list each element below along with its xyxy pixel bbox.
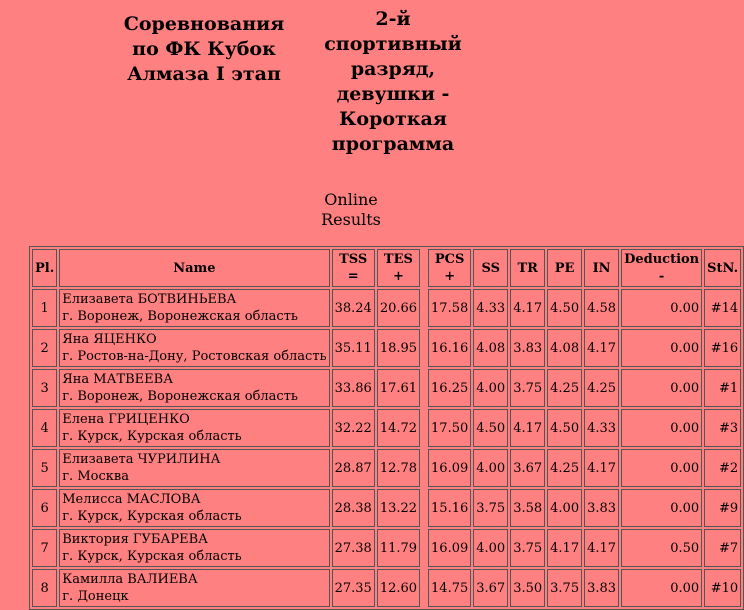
table-row <box>32 449 741 487</box>
cell-ss: 4.00 <box>473 449 508 487</box>
cell-name <box>59 569 329 607</box>
cell-pcs: 16.09 <box>428 449 471 487</box>
col-header-pl: Pl. <box>32 249 57 287</box>
event-title-line: Алмаза I этап <box>127 63 281 85</box>
cell-start-number[interactable]: #1 <box>704 369 741 407</box>
skater-city: г. Курск, Курская область <box>62 509 242 524</box>
cell-in: 4.58 <box>584 289 619 327</box>
event-title-line: по ФК Кубок <box>132 38 276 60</box>
cell-gap <box>422 369 426 407</box>
cell-tr: 3.67 <box>510 449 545 487</box>
cell-name <box>59 329 329 367</box>
table-row <box>32 489 741 527</box>
skater-city: г. Курск, Курская область <box>62 549 242 564</box>
col-header-name: Name <box>59 249 329 287</box>
skater-city: г. Донецк <box>62 589 129 604</box>
col-header-in: IN <box>584 249 619 287</box>
skater-name[interactable]: Яна ЯЦЕНКО <box>62 332 157 347</box>
table-row <box>32 329 741 367</box>
skater-name[interactable]: Елена ГРИЦЕНКО <box>62 412 190 427</box>
category-title-line: программа <box>331 133 455 155</box>
cell-start-number[interactable]: #14 <box>704 289 741 327</box>
cell-tes: 11.79 <box>377 529 420 567</box>
cell-deduction: 0.00 <box>621 329 702 367</box>
col-header-ss: SS <box>473 249 508 287</box>
cell-name <box>59 529 329 567</box>
cell-place: 6 <box>32 489 57 527</box>
col-header-deduction <box>621 249 702 287</box>
skater-name[interactable]: Виктория ГУБАРЕВА <box>62 532 208 547</box>
category-title <box>318 7 468 157</box>
results-table <box>29 246 744 610</box>
cell-tss: 28.38 <box>332 489 375 527</box>
cell-name <box>59 449 329 487</box>
cell-pe: 4.50 <box>547 289 582 327</box>
cell-tr: 3.50 <box>510 569 545 607</box>
table-row <box>32 569 741 607</box>
col-header-tss-line: TSS <box>339 252 368 267</box>
cell-tss: 28.87 <box>332 449 375 487</box>
cell-pcs: 15.16 <box>428 489 471 527</box>
cell-name <box>59 369 329 407</box>
cell-place: 1 <box>32 289 57 327</box>
cell-tss: 32.22 <box>332 409 375 447</box>
cell-place: 4 <box>32 409 57 447</box>
skater-city: г. Москва <box>62 469 129 484</box>
cell-start-number[interactable]: #10 <box>704 569 741 607</box>
skater-name[interactable]: Елизавета ЧУРИЛИНА <box>62 452 221 467</box>
cell-tr: 4.17 <box>510 289 545 327</box>
table-row <box>32 369 741 407</box>
category-title-line: разряд, <box>350 58 436 80</box>
col-header-pcs <box>428 249 471 287</box>
cell-tes: 20.66 <box>377 289 420 327</box>
cell-place: 5 <box>32 449 57 487</box>
cell-pcs: 17.58 <box>428 289 471 327</box>
cell-ss: 4.08 <box>473 329 508 367</box>
cell-tr: 3.83 <box>510 329 545 367</box>
skater-name[interactable]: Мелисса МАСЛОВА <box>62 492 201 507</box>
table-header-row <box>32 249 741 287</box>
cell-pe: 4.50 <box>547 409 582 447</box>
cell-tes: 17.61 <box>377 369 420 407</box>
cell-gap <box>422 529 426 567</box>
cell-deduction: 0.00 <box>621 409 702 447</box>
skater-city: г. Курск, Курская область <box>62 429 242 444</box>
cell-pe: 4.25 <box>547 369 582 407</box>
cell-deduction: 0.00 <box>621 569 702 607</box>
event-title-line: Соревнования <box>123 13 285 35</box>
col-header-deduction-line: - <box>658 269 665 284</box>
category-title-line: спортивный <box>324 33 462 55</box>
cell-ss: 4.50 <box>473 409 508 447</box>
cell-gap <box>422 489 426 527</box>
cell-gap <box>422 449 426 487</box>
cell-tr: 3.58 <box>510 489 545 527</box>
event-title <box>118 12 290 87</box>
col-header-tes-line: + <box>392 269 404 284</box>
table-row <box>32 529 741 567</box>
cell-pcs: 16.25 <box>428 369 471 407</box>
skater-name[interactable]: Яна МАТВЕЕВА <box>62 372 174 387</box>
online-results-link[interactable] <box>300 190 402 230</box>
cell-gap <box>422 409 426 447</box>
cell-pe: 4.17 <box>547 529 582 567</box>
cell-in: 3.83 <box>584 489 619 527</box>
cell-tes: 13.22 <box>377 489 420 527</box>
col-header-tss-line: = <box>347 269 359 284</box>
cell-start-number[interactable]: #2 <box>704 449 741 487</box>
table-row <box>32 409 741 447</box>
cell-ss: 3.75 <box>473 489 508 527</box>
cell-pcs: 17.50 <box>428 409 471 447</box>
cell-tss: 35.11 <box>332 329 375 367</box>
cell-place: 2 <box>32 329 57 367</box>
cell-ss: 4.00 <box>473 369 508 407</box>
cell-tr: 4.17 <box>510 409 545 447</box>
col-header-tes <box>377 249 420 287</box>
cell-tss: 27.35 <box>332 569 375 607</box>
skater-city: г. Воронеж, Воронежская область <box>62 309 298 324</box>
skater-name[interactable]: Камилла ВАЛИЕВА <box>62 572 198 587</box>
col-header-tss <box>332 249 375 287</box>
col-header-pcs-line: + <box>444 269 456 284</box>
category-title-line: девушки - <box>336 83 450 105</box>
cell-deduction: 0.50 <box>621 529 702 567</box>
cell-place: 8 <box>32 569 57 607</box>
cell-in: 4.25 <box>584 369 619 407</box>
cell-gap <box>422 289 426 327</box>
cell-in: 4.17 <box>584 449 619 487</box>
cell-deduction: 0.00 <box>621 369 702 407</box>
cell-gap <box>422 569 426 607</box>
cell-tr: 3.75 <box>510 529 545 567</box>
cell-tr: 3.75 <box>510 369 545 407</box>
cell-start-number[interactable]: #16 <box>704 329 741 367</box>
table-row <box>32 289 741 327</box>
cell-tss: 33.86 <box>332 369 375 407</box>
skater-city: г. Воронеж, Воронежская область <box>62 389 298 404</box>
cell-start-number[interactable]: #9 <box>704 489 741 527</box>
cell-ss: 3.67 <box>473 569 508 607</box>
online-results-line: Online <box>324 190 378 209</box>
category-title-line: 2-й <box>375 8 411 30</box>
cell-deduction: 0.00 <box>621 289 702 327</box>
cell-pe: 4.25 <box>547 449 582 487</box>
cell-pe: 3.75 <box>547 569 582 607</box>
cell-name <box>59 289 329 327</box>
col-gap <box>422 249 426 287</box>
cell-tss: 38.24 <box>332 289 375 327</box>
cell-in: 4.17 <box>584 329 619 367</box>
cell-tes: 18.95 <box>377 329 420 367</box>
cell-pcs: 16.16 <box>428 329 471 367</box>
cell-place: 3 <box>32 369 57 407</box>
cell-tes: 12.78 <box>377 449 420 487</box>
col-header-deduction-line: Deduction <box>624 252 700 267</box>
skater-city: г. Ростов-на-Дону, Ростовская область <box>62 349 327 364</box>
col-header-pcs-line: PCS <box>434 252 465 267</box>
col-header-pe: PE <box>547 249 582 287</box>
cell-deduction: 0.00 <box>621 489 702 527</box>
col-header-tes-line: TES <box>383 252 413 267</box>
cell-tes: 14.72 <box>377 409 420 447</box>
cell-tss: 27.38 <box>332 529 375 567</box>
cell-place: 7 <box>32 529 57 567</box>
category-title-line: Короткая <box>339 108 447 130</box>
skater-name[interactable]: Елизавета БОТВИНЬЕВА <box>62 292 237 307</box>
cell-deduction: 0.00 <box>621 449 702 487</box>
col-header-stn: StN. <box>704 249 741 287</box>
cell-name <box>59 409 329 447</box>
cell-tes: 12.60 <box>377 569 420 607</box>
cell-pcs: 14.75 <box>428 569 471 607</box>
cell-in: 4.17 <box>584 529 619 567</box>
online-results-line: Results <box>321 210 381 229</box>
cell-pcs: 16.09 <box>428 529 471 567</box>
cell-name <box>59 489 329 527</box>
cell-ss: 4.33 <box>473 289 508 327</box>
cell-start-number[interactable]: #3 <box>704 409 741 447</box>
cell-in: 3.83 <box>584 569 619 607</box>
cell-pe: 4.08 <box>547 329 582 367</box>
cell-pe: 4.00 <box>547 489 582 527</box>
cell-ss: 4.00 <box>473 529 508 567</box>
cell-in: 4.33 <box>584 409 619 447</box>
cell-gap <box>422 329 426 367</box>
col-header-tr: TR <box>510 249 545 287</box>
cell-start-number[interactable]: #7 <box>704 529 741 567</box>
